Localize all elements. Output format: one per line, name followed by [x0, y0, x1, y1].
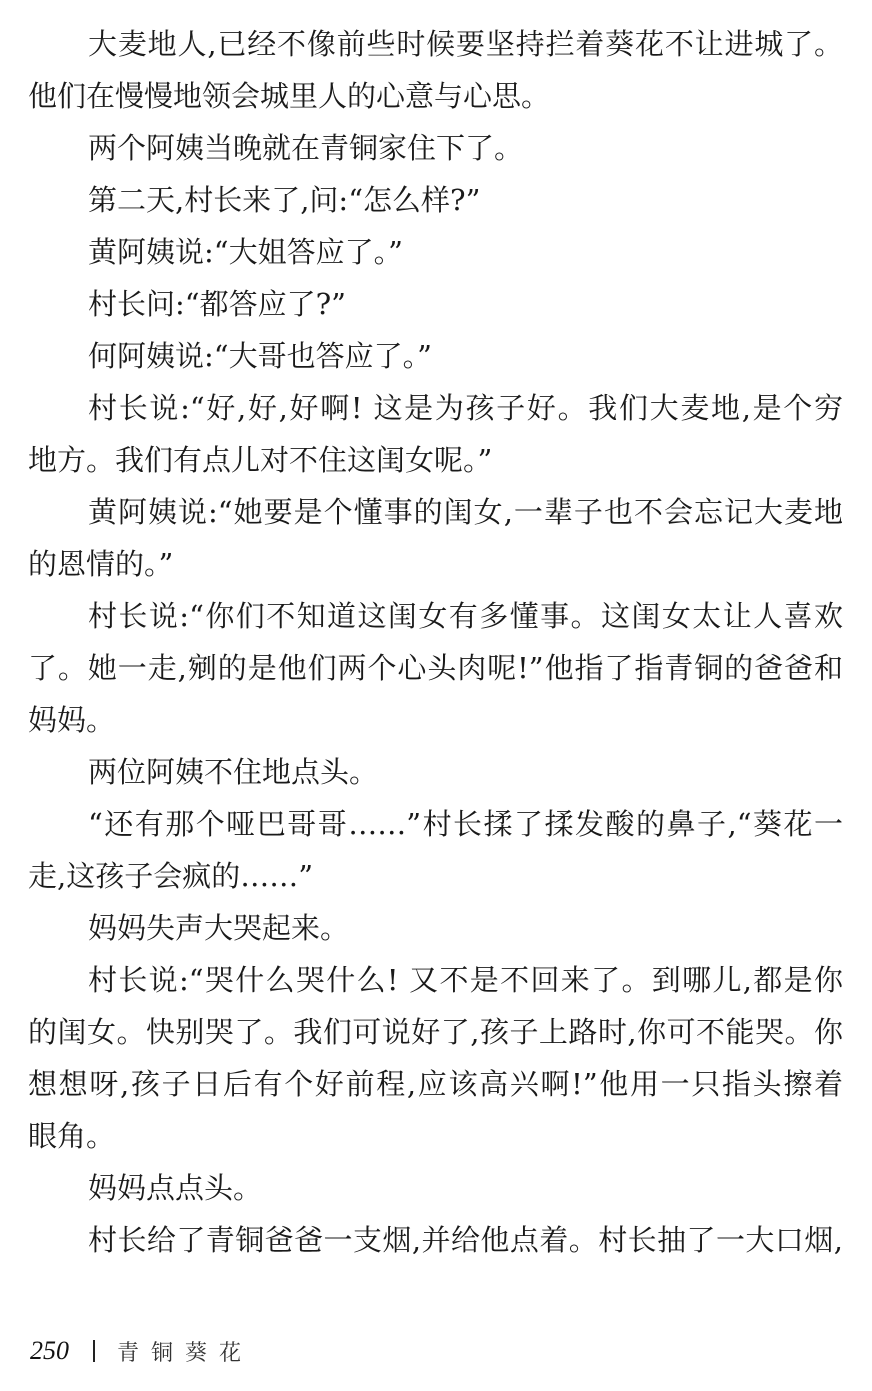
- text-line: 妈妈失声大哭起来。: [88, 911, 350, 945]
- text-line: 村长给了青铜爸爸一支烟,并给他点着。村长抽了一大口烟,: [88, 1223, 843, 1257]
- text-line: 大麦地人,已经不像前些时候要坚持拦着葵花不让进城了。: [88, 27, 843, 61]
- text-line: 两个阿姨当晚就在青铜家住下了。: [88, 131, 524, 165]
- text-line: 的闺女。快别哭了。我们可说好了,孩子上路时,你可不能哭。你: [28, 1015, 843, 1049]
- text-line: 何阿姨说:“大哥也答应了。”: [88, 339, 432, 373]
- text-line: 妈妈点点头。: [88, 1171, 263, 1205]
- text-line: 第二天,村长来了,问:“怎么样?”: [88, 183, 481, 217]
- text-line: 地方。我们有点儿对不住这闺女呢。”: [28, 443, 493, 477]
- text-line: 走,这孩子会疯的……”: [28, 859, 314, 893]
- text-line: 黄阿姨说:“她要是个懂事的闺女,一辈子也不会忘记大麦地: [88, 495, 843, 529]
- page-number: 250: [30, 1336, 69, 1365]
- page-footer: [30, 1334, 253, 1368]
- text-line: 的恩情的。”: [28, 547, 174, 581]
- text-line: 想想呀,孩子日后有个好前程,应该高兴啊!”他用一只指头擦着: [28, 1067, 843, 1101]
- text-line: 他们在慢慢地领会城里人的心意与心思。: [28, 79, 551, 113]
- text-line: 眼角。: [28, 1119, 116, 1153]
- text-line: 了。她一走,剜的是他们两个心头肉呢!”他指了指青铜的爸爸和: [28, 651, 843, 685]
- text-line: 村长说:“好,好,好啊! 这是为孩子好。我们大麦地,是个穷: [88, 391, 843, 425]
- text-line: 村长问:“都答应了?”: [88, 287, 346, 321]
- text-line: 黄阿姨说:“大姐答应了。”: [88, 235, 403, 269]
- text-line: 两位阿姨不住地点头。: [88, 755, 379, 789]
- text-line: 妈妈。: [28, 703, 116, 737]
- text-line: 村长说:“你们不知道这闺女有多懂事。这闺女太让人喜欢: [88, 599, 843, 633]
- text-line: 村长说:“哭什么哭什么! 又不是不回来了。到哪儿,都是你: [88, 963, 843, 997]
- text-line: “还有那个哑巴哥哥……”村长揉了揉发酸的鼻子,“葵花一: [88, 807, 843, 841]
- book-title: 青铜葵花: [117, 1340, 254, 1366]
- footer-divider: [93, 1340, 95, 1362]
